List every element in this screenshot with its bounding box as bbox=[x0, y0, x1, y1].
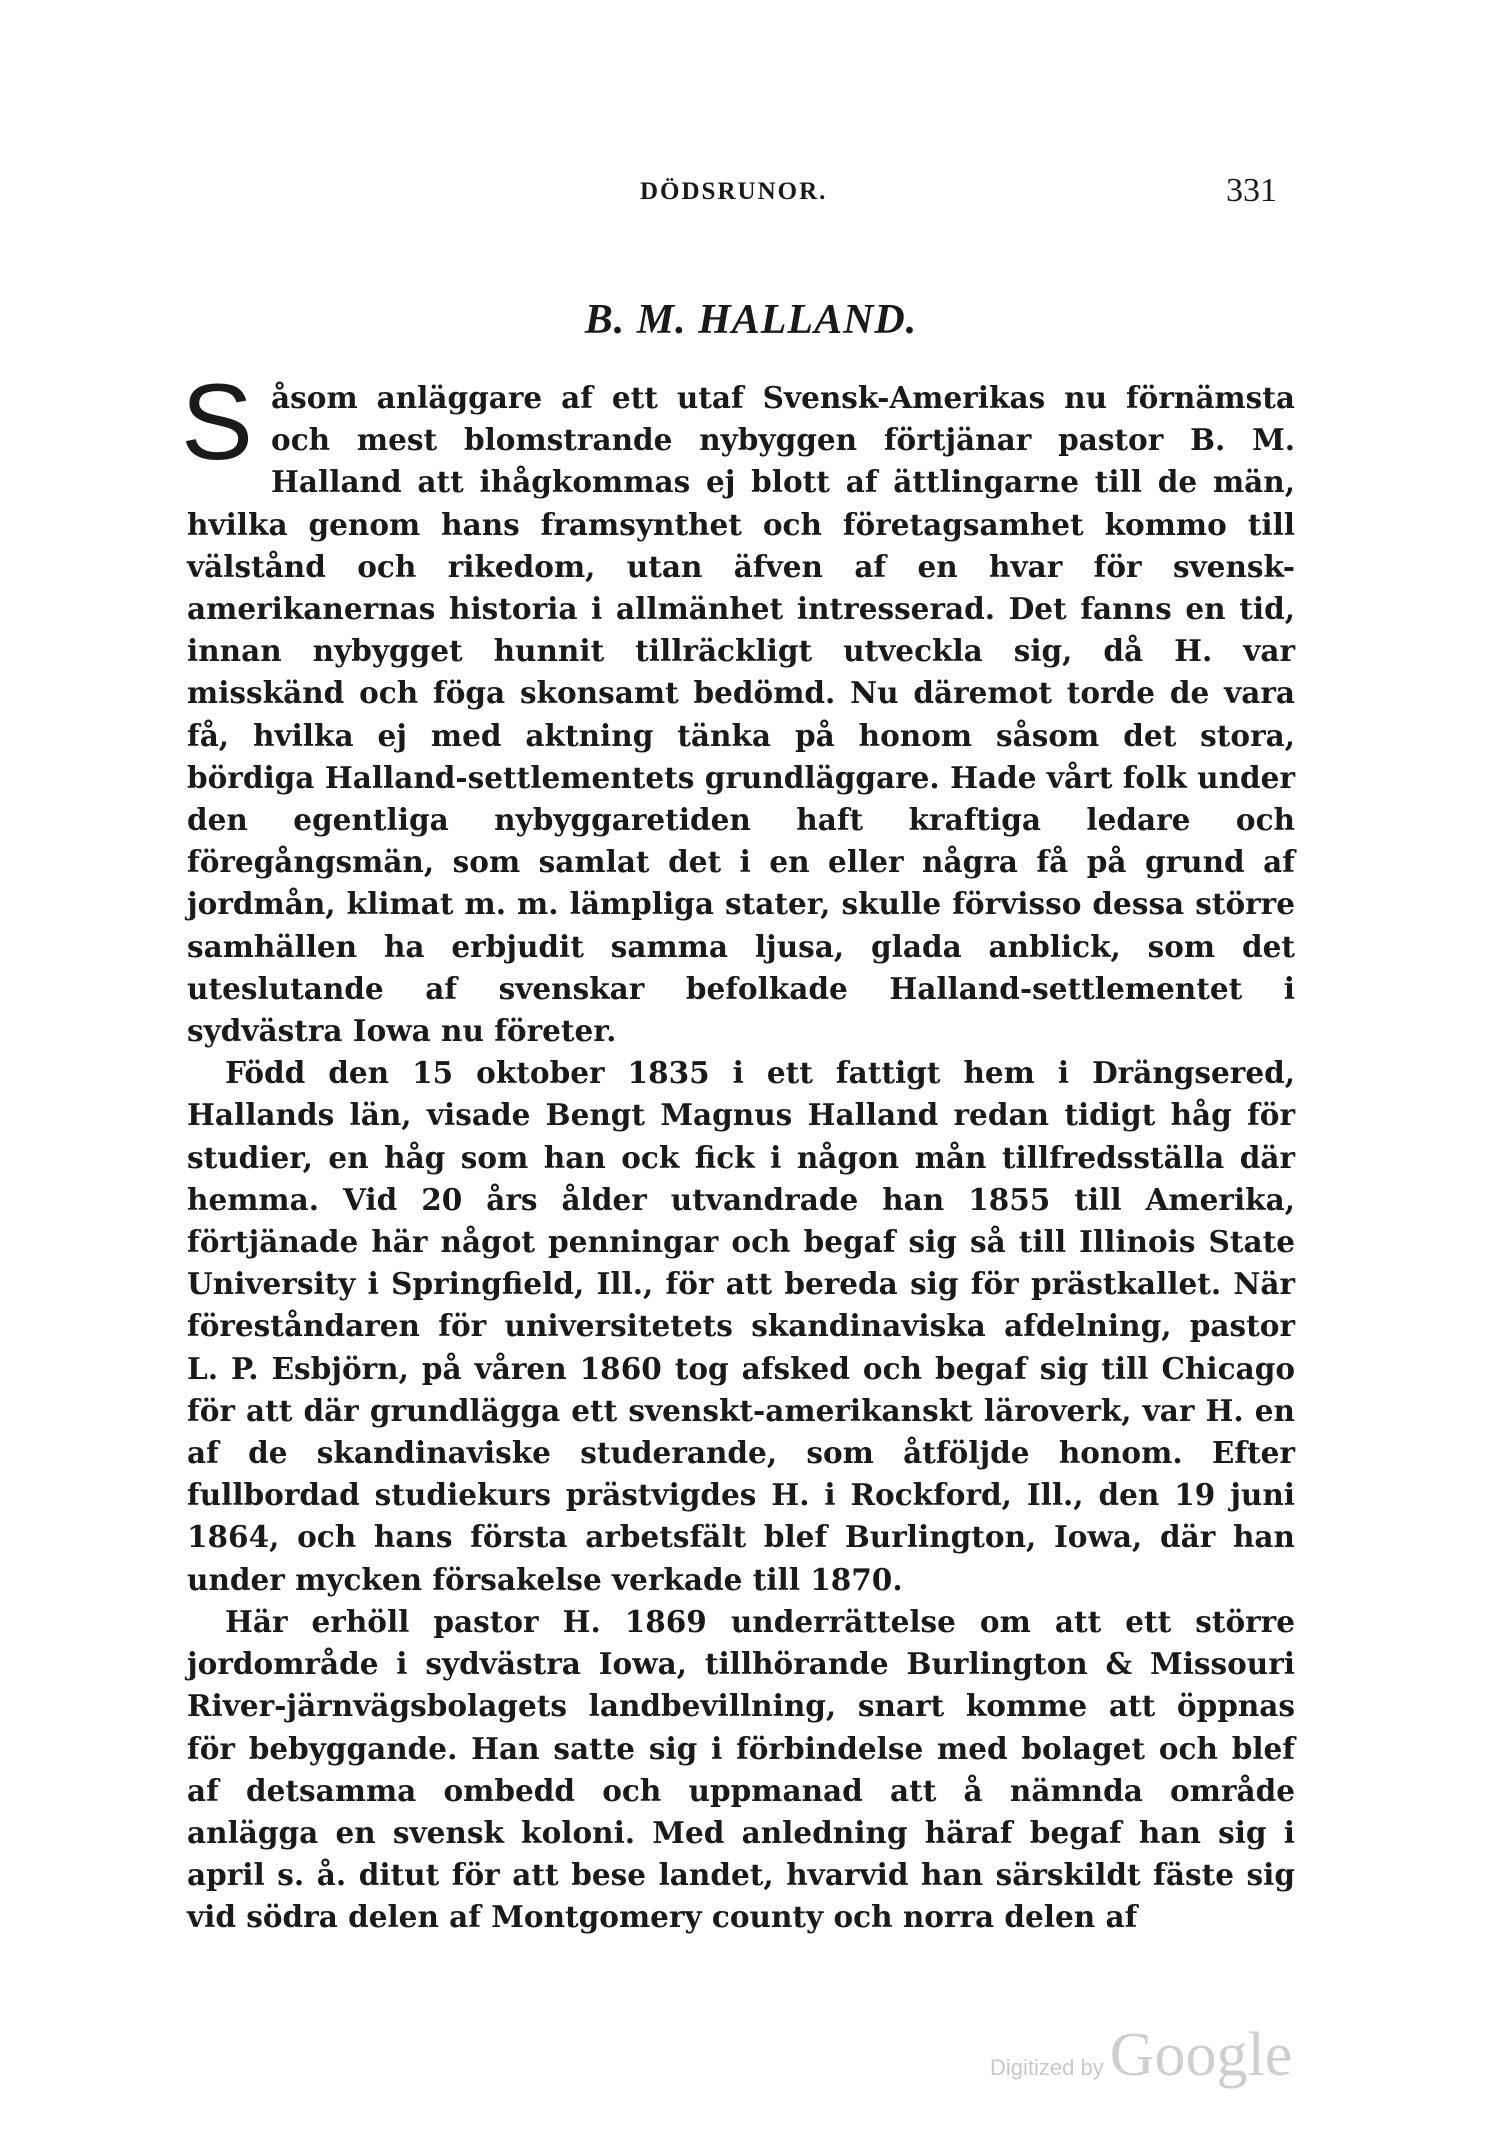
article-body bbox=[181, 361, 1295, 1939]
obituary-title: B. M. HALLAND. bbox=[584, 297, 918, 343]
paragraph-1-text: åsom anläggare af ett utaf Svensk-Amerikas nu förnämsta och mest blomstrande nybyggen förtjänar pastor B. M. Halland att ihågkommas ej blott af ättlingarne till de män, hvilka genom hans framsynthet och företagsamhet kommo till välstånd och rikedom, utan äfven af en hvar för svensk-amerikanernas historia i allmänhet intresserad. Det fanns en tid, innan nybygget hunnit tillräckligt utveckla sig, då H. var misskänd och föga skonsamt bedömd. Nu däremot torde de vara få, hvilka ej med aktning tänka på honom såsom det stora, bördiga Halland-settlementets grundläggare. Hade vårt folk under den egentliga nybyggaretiden haft kraftiga ledare och föregångsmän, som samlat det i en eller några få på grund af jordmån, klimat m. m. lämpliga stater, skulle förvisso dessa större samhällen ha erbjudit samma ljusa, glada anblick, som det uteslutande af svenskar befolkade Halland-settlementet i sydvästra Iowa nu företer. bbox=[187, 380, 1295, 1049]
watermark-prefix: Digitized by bbox=[990, 2055, 1104, 2080]
digitized-watermark bbox=[990, 2020, 1292, 2091]
google-logo: Google bbox=[1109, 2021, 1293, 2089]
drop-cap: S bbox=[181, 361, 254, 482]
page-number: 331 bbox=[1226, 172, 1277, 209]
running-head: DÖDSRUNOR. bbox=[640, 178, 828, 205]
page-header bbox=[0, 172, 1502, 226]
paragraph-2: Född den 15 oktober 1835 i ett fattigt hem i Drängsered, Hallands län, visade Bengt Magnus Halland redan tidigt håg för studier, en håg som han ock fick i någon mån tillfredsställa där hemma. Vid 20 års ålder utvandrade han 1855 till Amerika, förtjänade här något penningar och begaf sig så till Illinois State University i Springfield, Ill., för att bereda sig för prästkallet. När föreståndaren för universitetets skandinaviska afdelning, pastor L. P. Esbjörn, på våren 1860 tog afsked och begaf sig till Chicago för att där grundlägga ett svenskt-amerikanskt läroverk, var H. en af de skandinaviske studerande, som åtföljde honom. Efter fullbordad studiekurs prästvigdes H. i Rockford, Ill., den 19 juni 1864, och hans första arbetsfält blef Burlington, Iowa, där han under mycken försakelse verkade till 1870. bbox=[187, 1055, 1295, 1597]
paragraph-1 bbox=[181, 361, 1295, 1052]
paragraph-3: Här erhöll pastor H. 1869 underrättelse om att ett större jordområde i sydvästra Iowa, tillhörande Burlington & Missouri River-järnvägsbolagets landbevillning, snart komme att öppnas för bebyggande. Han satte sig i förbindelse med bolaget och blef af detsamma ombedd och uppmanad att å nämnda område anlägga en svensk koloni. Med anledning häraf begaf han sig i april s. å. ditut för att bese landet, hvarvid han särskildt fäste sig vid södra delen af Montgomery county och norra delen af bbox=[187, 1603, 1295, 1935]
